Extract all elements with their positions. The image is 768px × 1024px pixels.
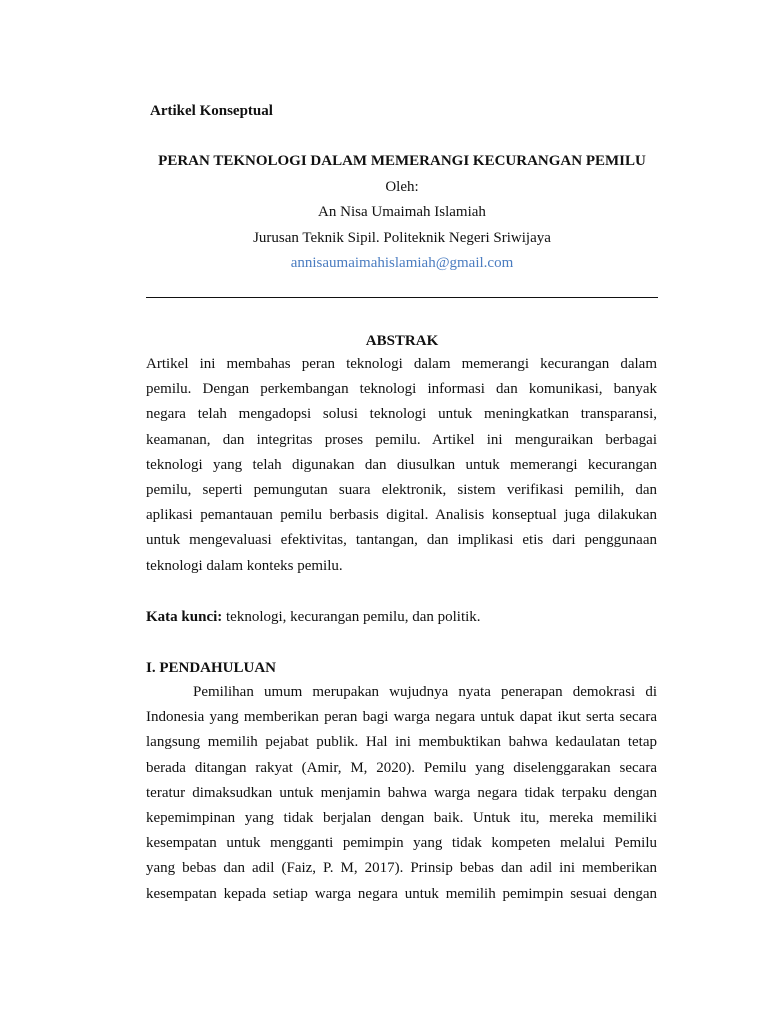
keywords-label: Kata kunci: — [146, 609, 223, 625]
abstract-paragraph — [146, 352, 657, 579]
keywords-value: teknologi, kecurangan pemilu, dan politik. — [222, 609, 481, 625]
abstract-line: teknologi yang telah digunakan dan diusulkan untuk memerangi kecurangan — [146, 456, 657, 473]
author-email-link[interactable]: annisaumaimahislamiah@gmail.com — [290, 255, 514, 271]
introduction-line: kesempatan kepada setiap warga negara untuk memilih pemimpin sesuai dengan — [146, 885, 657, 902]
introduction-line: yang bebas dan adil (Faiz, P. M, 2017). Prinsip bebas dan adil ini memberikan — [146, 860, 657, 877]
introduction-line: berada ditangan rakyat (Amir, M, 2020). Pemilu yang diselenggarakan secara — [146, 759, 657, 776]
abstract-line: aplikasi pemantauan pemilu berbasis digital. Analisis konseptual juga dilakukan — [146, 507, 657, 524]
abstract-line: teknologi dalam konteks pemilu. — [146, 557, 343, 574]
abstract-heading: ABSTRAK — [365, 333, 439, 349]
abstract-line: pemilu. Dengan perkembangan teknologi informasi dan komunikasi, banyak — [146, 381, 657, 398]
introduction-line: teratur dimaksudkan untuk menjamin bahwa warga negara tidak terpaku dengan — [146, 784, 657, 801]
abstract-line: Artikel ini membahas peran teknologi dalam memerangi kecurangan dalam — [146, 356, 657, 372]
header-divider — [146, 297, 658, 298]
abstract-line: untuk mengevaluasi efektivitas, tantangan, dan implikasi etis dari penggunaan — [146, 532, 657, 549]
article-title: PERAN TEKNOLOGI DALAM MEMERANGI KECURANGAN PEMILU — [158, 153, 646, 169]
abstract-line: keamanan, dan integritas proses pemilu. Artikel ini menguraikan berbagai — [146, 431, 657, 448]
introduction-paragraph — [146, 680, 657, 907]
byline-label: Oleh: — [385, 179, 419, 195]
introduction-line: Pemilihan umum merupakan wujudnya nyata penerapan demokrasi di — [193, 684, 657, 700]
author-affiliation: Jurusan Teknik Sipil. Politeknik Negeri Sriwijaya — [253, 230, 551, 246]
introduction-line: kesempatan untuk mengganti pemimpin yang tidak kompeten melalui Pemilu — [146, 835, 657, 852]
introduction-line: langsung memilih pejabat publik. Hal ini membuktikan bahwa kedaulatan tetap — [146, 734, 657, 751]
section-heading-introduction: I. PENDAHULUAN — [146, 660, 277, 676]
article-type-label: Artikel Konseptual — [150, 103, 273, 119]
abstract-line: pemilu, seperti pemungutan suara elektronik, sistem verifikasi pemilih, dan — [146, 481, 657, 498]
introduction-line: kepemimpinan yang tidak berjalan dengan baik. Untuk itu, mereka memiliki — [146, 809, 657, 826]
abstract-line: negara telah mengadopsi solusi teknologi untuk meningkatkan transparansi, — [146, 406, 657, 423]
keywords-line — [146, 607, 481, 627]
author-name: An Nisa Umaimah Islamiah — [318, 204, 486, 220]
introduction-line: Indonesia yang memberikan peran bagi warga negara untuk dapat ikut serta secara — [146, 709, 657, 726]
